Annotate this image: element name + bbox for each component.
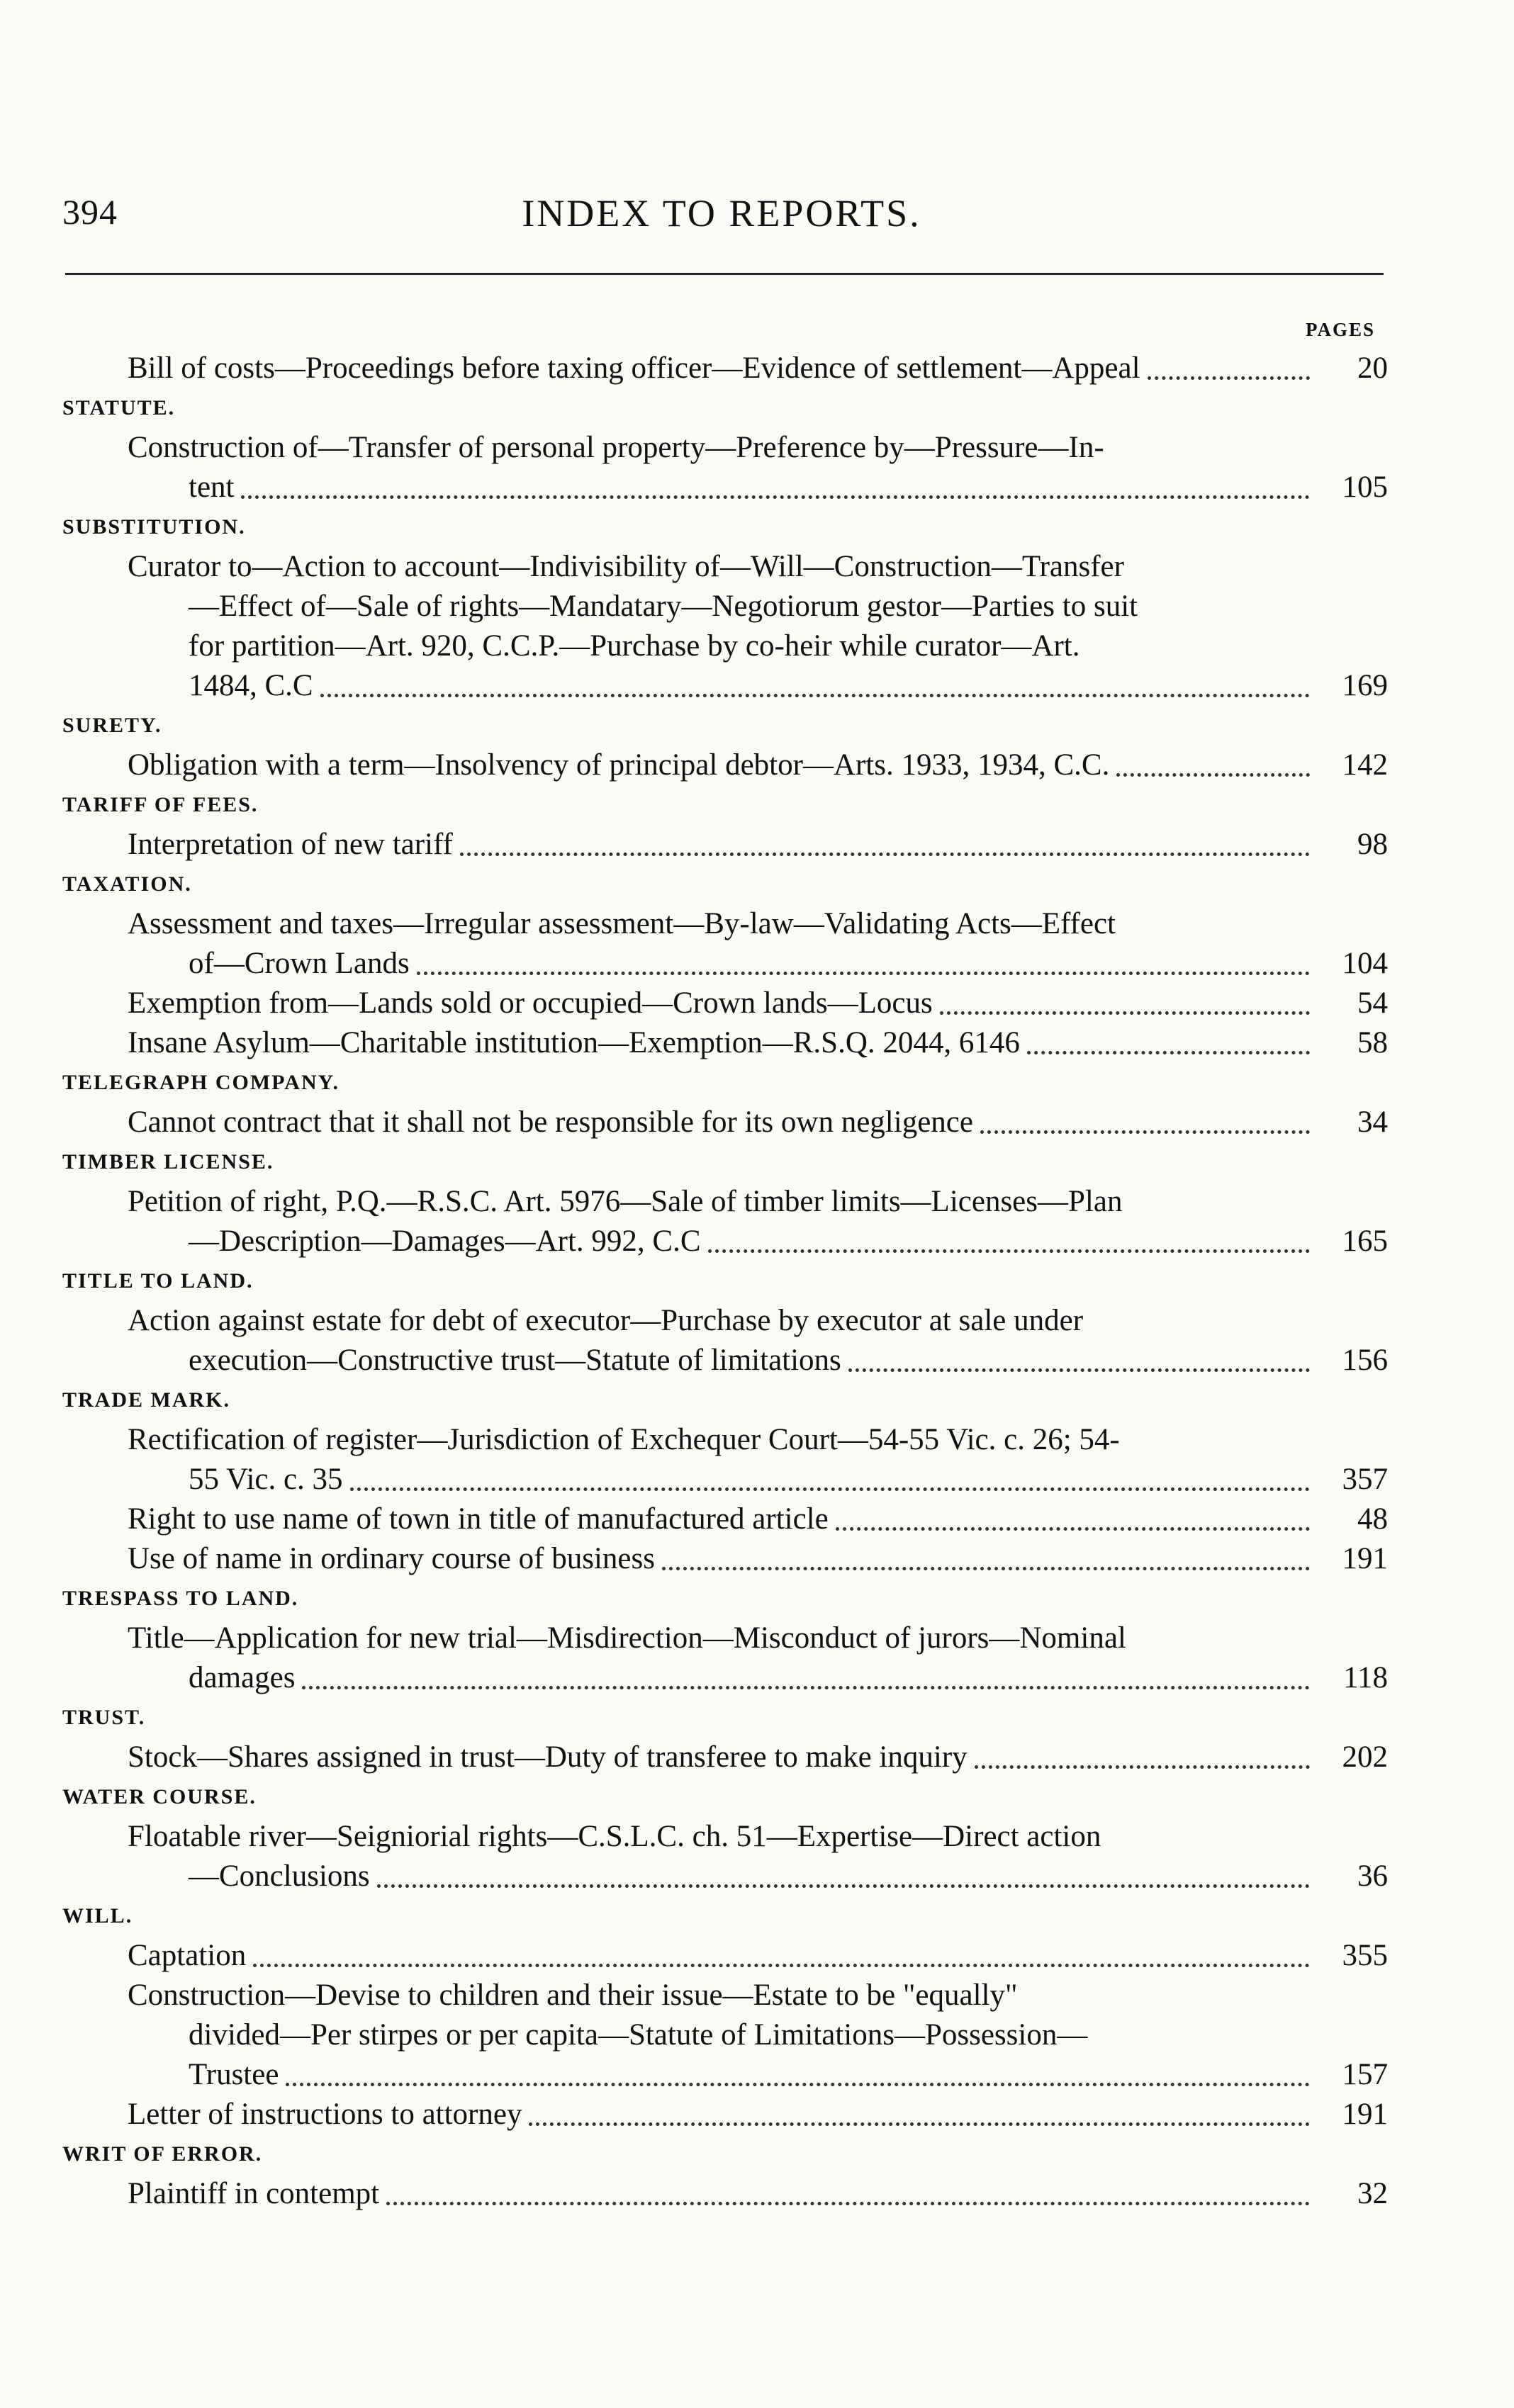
entry-last-line [128, 2095, 1317, 2134]
index-entry [62, 1103, 1388, 1142]
index-group [62, 865, 1388, 1063]
entry-text [128, 1539, 1317, 1579]
index-heading: TIMBER LICENSE. [62, 1150, 274, 1174]
index-entry [62, 1619, 1388, 1698]
entry-line: Right to use name of town in title of manufactured article [128, 1502, 829, 1536]
index-entry [62, 428, 1388, 507]
entry-line: —Effect of—Sale of rights—Mandatary—Negotiorum gestor—Parties to suit [189, 590, 1138, 623]
entry-last-line [128, 944, 1317, 984]
index-heading: TITLE TO LAND. [62, 1269, 254, 1293]
index-entry [62, 1817, 1388, 1896]
dot-leader [1148, 376, 1310, 380]
entry-last-line [128, 2055, 1317, 2095]
page-reference: 104 [1342, 947, 1388, 980]
dot-leader [662, 1567, 1310, 1570]
index-group [62, 1142, 1388, 1261]
entry-text [128, 1301, 1317, 1380]
index-entry [62, 746, 1388, 785]
index-heading: SUBSTITUTION. [62, 515, 246, 539]
index-entry [62, 904, 1388, 984]
header-rule [65, 273, 1384, 275]
index-entry [62, 1301, 1388, 1380]
index-entry [62, 825, 1388, 865]
entry-text [128, 1976, 1317, 2095]
entry-line: divided—Per stirpes or per capita—Statute of Limitations—Possession— [189, 2018, 1088, 2052]
index-entry [62, 1500, 1388, 1539]
index-heading: TARIFF OF FEES. [62, 793, 259, 816]
entry-line: Assessment and taxes—Irregular assessment—By-law—Validating Acts—Effect [128, 907, 1116, 940]
running-title: INDEX TO REPORTS. [522, 192, 921, 235]
dot-leader [386, 2202, 1310, 2205]
index-entry [62, 2095, 1388, 2134]
entry-line: of—Crown Lands [189, 947, 410, 980]
index-group [62, 1261, 1388, 1380]
page-reference: 357 [1342, 1463, 1388, 1496]
index-group [62, 1896, 1388, 2134]
index-group [62, 349, 1388, 388]
entry-last-line [128, 2174, 1317, 2214]
page-reference: 20 [1357, 351, 1388, 385]
index-entry [62, 1420, 1388, 1500]
dot-leader [320, 694, 1310, 697]
entry-last-line [128, 1103, 1317, 1142]
entry-text [128, 904, 1317, 984]
page-reference: 165 [1342, 1225, 1388, 1258]
page-reference: 202 [1342, 1740, 1388, 1774]
index-heading: WILL. [62, 1904, 133, 1928]
entry-last-line [128, 984, 1317, 1023]
entry-line: Rectification of register—Jurisdiction of Exchequer Court—54-55 Vic. c. 26; 54- [128, 1423, 1120, 1456]
entry-line: Trustee [189, 2058, 279, 2091]
pages-column-label: PAGES [1305, 319, 1375, 340]
entry-text [128, 1619, 1317, 1698]
page-reference: 105 [1342, 471, 1388, 504]
entry-text [128, 1500, 1317, 1539]
entry-line: execution—Constructive trust—Statute of limitations [189, 1344, 841, 1377]
entry-text [128, 547, 1317, 706]
dot-leader [460, 853, 1310, 856]
entry-line: Use of name in ordinary course of business [128, 1542, 655, 1575]
page-reference: 191 [1342, 2098, 1388, 2131]
index-entry [62, 1182, 1388, 1261]
entry-last-line [128, 1222, 1317, 1261]
index-list [62, 349, 1388, 2214]
entry-text [128, 428, 1317, 507]
index-group [62, 1579, 1388, 1698]
entry-line: Stock—Shares assigned in trust—Duty of transferee to make inquiry [128, 1740, 968, 1774]
entry-text [128, 1023, 1317, 1063]
dot-leader [350, 1487, 1310, 1491]
index-heading: WRIT OF ERROR. [62, 2142, 263, 2166]
entry-line: 55 Vic. c. 35 [189, 1463, 343, 1496]
index-entry [62, 2174, 1388, 2214]
entry-line: 1484, C.C [189, 669, 313, 702]
index-group [62, 1063, 1388, 1142]
index-heading: TRUST. [62, 1706, 146, 1729]
dot-leader [529, 2122, 1310, 2126]
entry-last-line [128, 1857, 1317, 1896]
index-group [62, 1698, 1388, 1777]
entry-line: Plaintiff in contempt [128, 2177, 380, 2210]
entry-last-line [128, 1341, 1317, 1380]
entry-line: Exemption from—Lands sold or occupied—Crown lands—Locus [128, 986, 933, 1020]
index-entry [62, 1976, 1388, 2095]
entry-line: Insane Asylum—Charitable institution—Exemption—R.S.Q. 2044, 6146 [128, 1026, 1020, 1059]
entry-line: Action against estate for debt of executor—Purchase by executor at sale under [128, 1304, 1084, 1337]
index-entry [62, 1936, 1388, 1976]
dot-leader [302, 1686, 1310, 1689]
entry-line: Construction of—Transfer of personal property—Preference by—Pressure—In- [128, 431, 1104, 464]
entry-last-line [128, 746, 1317, 785]
entry-line: Construction—Devise to children and their issue—Estate to be "equally" [128, 1979, 1018, 2012]
index-group [62, 785, 1388, 865]
entry-line: Letter of instructions to attorney [128, 2098, 522, 2131]
entry-line: —Description—Damages—Art. 992, C.C [189, 1225, 701, 1258]
index-group [62, 2134, 1388, 2214]
dot-leader [253, 1964, 1310, 1967]
entry-last-line [128, 825, 1317, 865]
page-reference: 157 [1342, 2058, 1388, 2091]
entry-line: Interpretation of new tariff [128, 828, 453, 861]
page-reference: 34 [1357, 1105, 1388, 1139]
index-heading: TAXATION. [62, 872, 192, 896]
index-group [62, 1380, 1388, 1579]
dot-leader [1116, 773, 1310, 777]
entry-text [128, 825, 1317, 865]
index-entry [62, 1539, 1388, 1579]
entry-line: Bill of costs—Proceedings before taxing officer—Evidence of settlement—Appeal [128, 351, 1140, 385]
page-header [62, 177, 1381, 241]
dot-leader [848, 1368, 1310, 1372]
index-heading: SURETY. [62, 714, 162, 737]
entry-last-line [128, 468, 1317, 507]
index-group [62, 507, 1388, 706]
entry-text [128, 984, 1317, 1023]
index-heading: TELEGRAPH COMPANY. [62, 1071, 340, 1094]
page-number: 394 [62, 192, 118, 232]
entry-line: tent [189, 471, 235, 504]
entry-line: Captation [128, 1939, 247, 1972]
dot-leader [377, 1884, 1310, 1888]
index-entry [62, 349, 1388, 388]
page-reference: 58 [1357, 1026, 1388, 1059]
dot-leader [708, 1249, 1310, 1253]
entry-line: Title—Application for new trial—Misdirection—Misconduct of jurors—Nominal [128, 1621, 1126, 1655]
dot-leader [836, 1527, 1310, 1531]
page-reference: 355 [1342, 1939, 1388, 1972]
entry-last-line [128, 1539, 1317, 1579]
entry-text [128, 1420, 1317, 1500]
dot-leader [980, 1130, 1310, 1134]
page-reference: 191 [1342, 1542, 1388, 1575]
index-heading: STATUTE. [62, 396, 176, 420]
page-reference: 32 [1357, 2177, 1388, 2210]
entry-line: damages [189, 1661, 296, 1694]
entry-last-line [128, 1738, 1317, 1777]
index-heading: WATER COURSE. [62, 1785, 257, 1808]
entry-text [128, 2095, 1317, 2134]
entry-text [128, 746, 1317, 785]
index-group [62, 388, 1388, 507]
entry-line: Cannot contract that it shall not be responsible for its own negligence [128, 1105, 973, 1139]
index-heading: TRADE MARK. [62, 1388, 230, 1412]
entry-text [128, 2174, 1317, 2214]
index-entry [62, 1023, 1388, 1063]
page-reference: 36 [1357, 1860, 1388, 1893]
entry-line: Curator to—Action to account—Indivisibility of—Will—Construction—Transfer [128, 550, 1124, 583]
index-entry [62, 547, 1388, 706]
entry-last-line [128, 1023, 1317, 1063]
entry-line: for partition—Art. 920, C.C.P.—Purchase by co-heir while curator—Art. [189, 629, 1080, 663]
dot-leader [241, 495, 1310, 499]
entry-text [128, 349, 1317, 388]
page-reference: 169 [1342, 669, 1388, 702]
index-group [62, 706, 1388, 785]
entry-text [128, 1936, 1317, 1976]
dot-leader [940, 1011, 1310, 1015]
entry-last-line [128, 1658, 1317, 1698]
entry-last-line [128, 1460, 1317, 1500]
entry-text [128, 1817, 1317, 1896]
entry-last-line [128, 666, 1317, 706]
index-entry [62, 1738, 1388, 1777]
page-reference: 48 [1357, 1502, 1388, 1536]
dot-leader [417, 972, 1310, 975]
index-group [62, 1777, 1388, 1896]
entry-last-line [128, 1500, 1317, 1539]
page-reference: 156 [1342, 1344, 1388, 1377]
entry-line: Petition of right, P.Q.—R.S.C. Art. 5976—Sale of timber limits—Licenses—Plan [128, 1185, 1123, 1218]
page-reference: 98 [1357, 828, 1388, 861]
dot-leader [286, 2083, 1310, 2086]
dot-leader [1027, 1051, 1310, 1054]
page-reference: 54 [1357, 986, 1388, 1020]
dot-leader [975, 1765, 1310, 1769]
page-reference: 142 [1342, 748, 1388, 782]
entry-text [128, 1103, 1317, 1142]
page-reference: 118 [1343, 1661, 1388, 1694]
entry-last-line [128, 349, 1317, 388]
entry-text [128, 1182, 1317, 1261]
entry-line: Floatable river—Seigniorial rights—C.S.L.C. ch. 51—Expertise—Direct action [128, 1820, 1101, 1853]
index-heading: TRESPASS TO LAND. [62, 1587, 299, 1610]
index-entry [62, 984, 1388, 1023]
entry-text [128, 1738, 1317, 1777]
entry-last-line [128, 1936, 1317, 1976]
entry-line: Obligation with a term—Insolvency of principal debtor—Arts. 1933, 1934, C.C. [128, 748, 1110, 782]
entry-line: —Conclusions [189, 1860, 370, 1893]
